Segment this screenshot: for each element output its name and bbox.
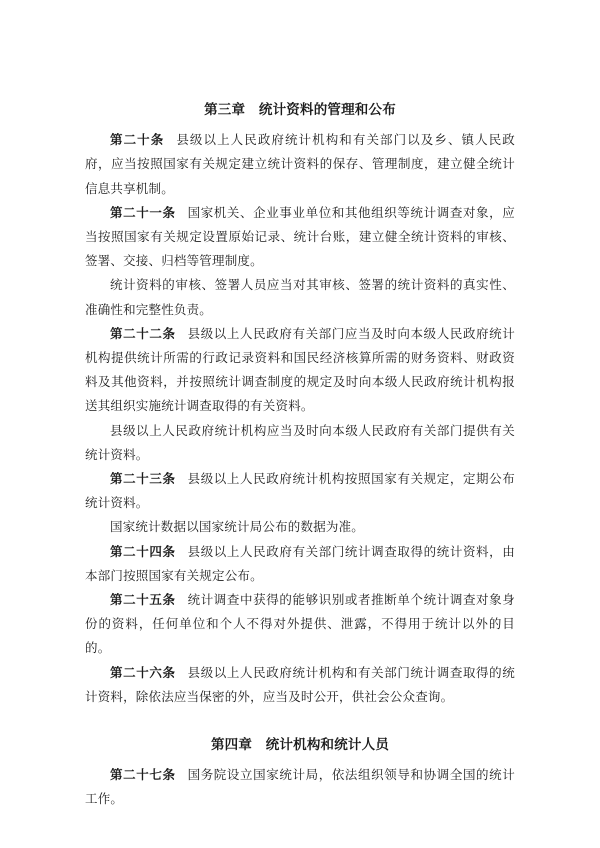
article-number: 第二十二条 [110, 326, 176, 341]
article-number: 第二十四条 [110, 544, 176, 559]
article-paragraph [85, 467, 515, 515]
article-text: 县级以上人民政府统计机构和有关部门以及乡、镇人民政府，应当按照国家有关规定建立统计资料的保存、管理制度，建立健全统计信息共享机制。 [85, 133, 515, 196]
article-paragraph [85, 763, 515, 811]
paragraph: 县级以上人民政府统计机构应当及时向本级人民政府有关部门提供有关统计资料。 [85, 423, 515, 462]
article-number: 第二十三条 [110, 472, 176, 487]
article-number: 第二十七条 [110, 768, 176, 783]
paragraph: 统计资料的审核、签署人员应当对其审核、签署的统计资料的真实性、准确性和完整性负责。 [85, 278, 515, 317]
article-paragraph [85, 322, 515, 419]
article-paragraph [85, 128, 515, 201]
article-number: 第二十条 [110, 133, 165, 148]
article-text: 国家机关、企业事业单位和其他组织等统计调查对象，应当按照国家有关规定设置原始记录、统计台账，建立健全统计资料的审核、签署、交接、归档等管理制度。 [85, 205, 515, 269]
article-number: 第二十五条 [110, 593, 176, 608]
article-number: 第二十六条 [110, 665, 176, 680]
article-paragraph [85, 661, 515, 709]
article-text: 国务院设立国家统计局，依法组织领导和协调全国的统计工作。 [85, 768, 515, 807]
article-text: 县级以上人民政府有关部门统计调查取得的统计资料，由本部门按照国家有关规定公布。 [85, 544, 515, 583]
article-number: 第二十一条 [110, 205, 176, 220]
article-paragraph [85, 201, 515, 274]
paragraph: 国家统计数据以国家统计局公布的数据为准。 [110, 520, 365, 535]
article-text: 统计调查中获得的能够识别或者推断单个统计调查对象身份的资料，任何单位和个人不得对外提供、泄露，不得用于统计以外的目的。 [85, 593, 515, 656]
article-paragraph [85, 540, 515, 588]
article-text: 县级以上人民政府统计机构和有关部门统计调查取得的统计资料，除依法应当保密的外，应当及时公开，供社会公众查询。 [85, 665, 515, 704]
article-text: 县级以上人民政府有关部门应当及时向本级人民政府统计机构提供统计所需的行政记录资料和国民经济核算所需的财务资料、财政资料及其他资料，并按照统计调查制度的规定及时向本级人民政府统计机构报送其组织实施统计调查取得的有关资料。 [85, 326, 515, 414]
chapter-heading: 第三章 统计资料的管理和公布 [204, 102, 396, 117]
article-paragraph [85, 588, 515, 661]
chapter-heading: 第四章 统计机构和统计人员 [210, 737, 390, 753]
article-text: 县级以上人民政府统计机构按照国家有关规定，定期公布统计资料。 [85, 472, 515, 511]
